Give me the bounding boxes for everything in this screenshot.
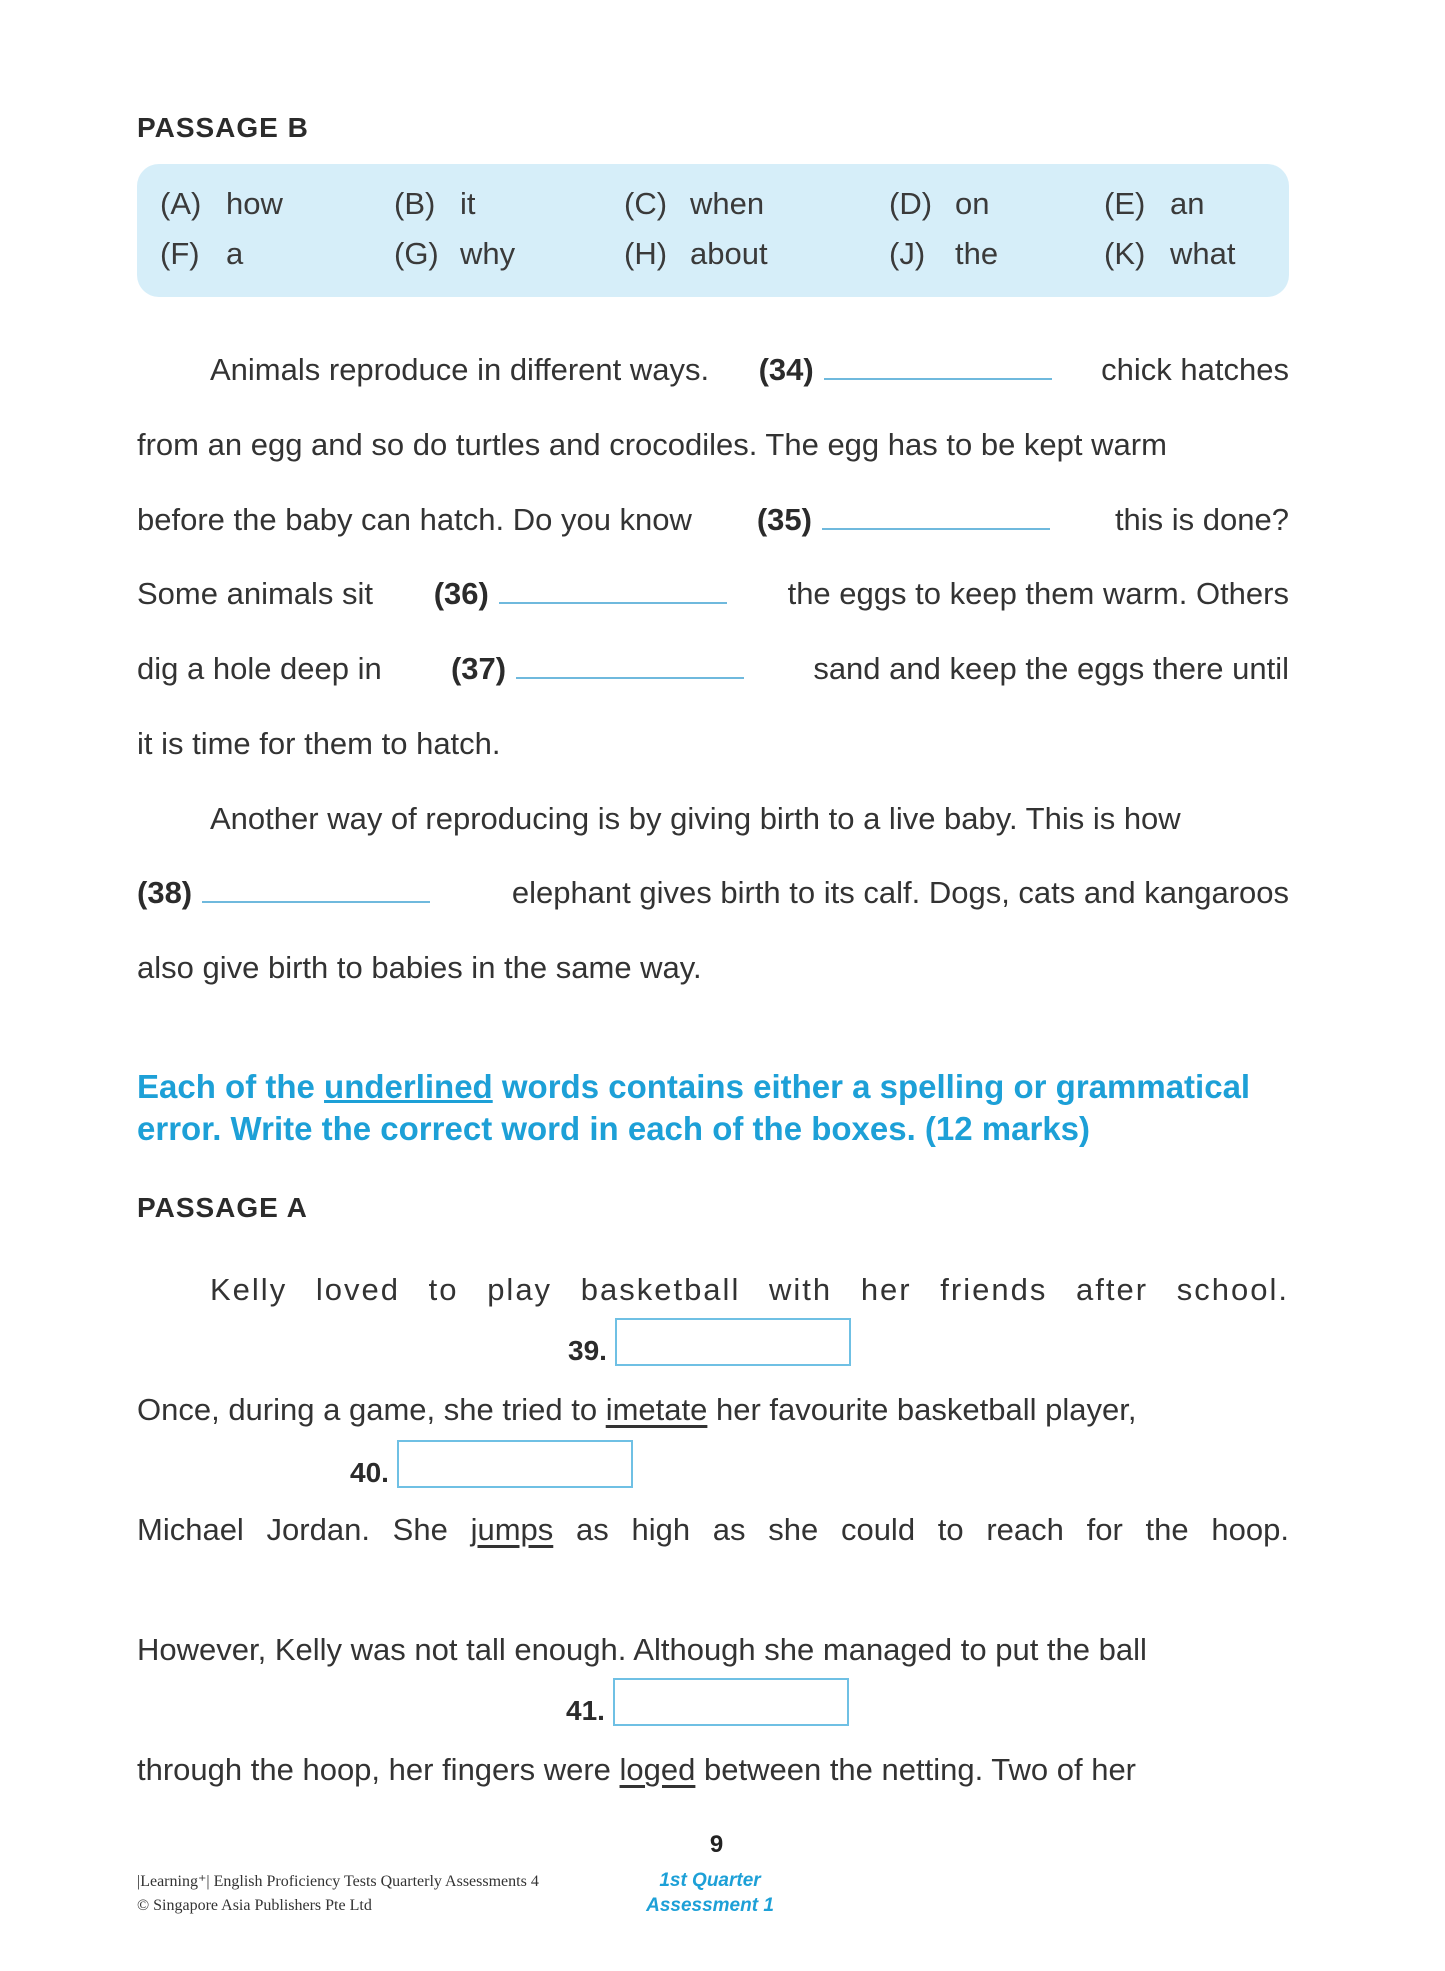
instruction-underlined-word: underlined (324, 1068, 493, 1105)
passage-text: from an egg and so do turtles and crocodiles. The egg has to be kept warm (137, 427, 1167, 462)
word-bank-option (394, 186, 476, 222)
passage-line (137, 1510, 1289, 1550)
passage-a-heading: PASSAGE A (137, 1192, 308, 1223)
error-word-39: imetate (605, 1392, 708, 1427)
option-letter: (A) (160, 186, 202, 221)
passage-text: elephant gives birth to its calf. Dogs, cats and kangaroos (511, 875, 1289, 910)
answer-41 (566, 1686, 849, 1726)
option-word: how (226, 186, 283, 221)
page-number: 9 (709, 1831, 724, 1858)
passage-word: basketball (580, 1272, 741, 1307)
word-bank (137, 164, 1289, 297)
instruction-text: Each of the (137, 1068, 325, 1105)
word-bank-option (624, 186, 764, 222)
passage-word: as (575, 1512, 609, 1547)
passage-line (137, 574, 1289, 614)
passage-word: the (1145, 1512, 1189, 1547)
quarter-label: 1st Quarter (659, 1870, 761, 1891)
passage-word: reach (986, 1512, 1064, 1547)
blank-36-group (434, 574, 727, 614)
error-word-40: jumps (470, 1512, 554, 1547)
answer-box-39[interactable] (615, 1318, 851, 1366)
option-letter: (K) (1104, 236, 1146, 271)
passage-line (137, 1390, 1289, 1430)
blank-37[interactable] (516, 651, 744, 679)
passage-line (137, 1750, 1289, 1790)
word-bank-row (137, 186, 1289, 226)
passage-text: However, Kelly was not tall enough. Although she managed to put the ball (137, 1632, 1147, 1667)
question-number: (38) (137, 875, 193, 910)
copyright: © Singapore Asia Publishers Pte Ltd (137, 1897, 372, 1914)
passage-text: through the hoop, her fingers were (137, 1752, 620, 1787)
passage-text: dig a hole deep in (137, 651, 382, 686)
passage-line (137, 873, 1289, 913)
passage-word: play (487, 1272, 553, 1307)
question-number: (36) (433, 576, 489, 611)
question-number: (34) (758, 352, 814, 387)
answer-40 (350, 1448, 633, 1488)
passage-line (210, 1270, 1289, 1310)
passage-line (137, 425, 1289, 465)
passage-word: could (840, 1512, 916, 1547)
passage-text: chick hatches (1101, 352, 1289, 387)
option-letter: (D) (889, 186, 933, 221)
word-bank-option (889, 186, 989, 222)
option-word: what (1170, 236, 1236, 271)
answer-39 (568, 1326, 851, 1366)
blank-34-group (759, 350, 1052, 390)
passage-word: She (392, 1512, 448, 1547)
passage-line (137, 724, 1289, 764)
passage-word: high (631, 1512, 691, 1547)
passage-word: she (768, 1512, 819, 1547)
question-number: 39. (568, 1335, 607, 1366)
book-title: |Learning⁺| English Proficiency Tests Quarterly Assessments 4 (137, 1873, 539, 1890)
passage-word: her (860, 1272, 912, 1307)
answer-box-40[interactable] (397, 1440, 633, 1488)
passage-line (137, 1630, 1289, 1670)
option-word: an (1170, 186, 1205, 221)
option-letter: (G) (394, 236, 439, 271)
passage-text: Another way of reproducing is by giving birth to a live baby. This is how (210, 801, 1181, 836)
passage-word: Jordan. (266, 1512, 370, 1547)
blank-36[interactable] (499, 576, 727, 604)
passage-line (137, 948, 1289, 988)
word-bank-option (624, 236, 768, 272)
passage-word: to (937, 1512, 964, 1547)
blank-35-group (757, 500, 1050, 540)
blank-38-group (137, 873, 430, 913)
option-word: when (690, 186, 765, 221)
option-letter: (J) (889, 236, 926, 271)
passage-text: also give birth to babies in the same way. (137, 950, 702, 985)
option-word: about (690, 236, 768, 271)
question-number: (35) (756, 502, 812, 537)
option-letter: (E) (1104, 186, 1146, 221)
passage-text: between the netting. Two of her (695, 1752, 1137, 1787)
option-letter: (F) (160, 236, 200, 271)
passage-line (210, 799, 1289, 839)
passage-text: Some animals sit (137, 576, 374, 611)
option-word: a (226, 236, 244, 271)
passage-text: her favourite basketball player, (707, 1392, 1137, 1427)
question-number: (37) (450, 651, 507, 686)
passage-word: hoop. (1211, 1512, 1289, 1547)
section-instructions (137, 1066, 1297, 1150)
word-bank-option (394, 236, 515, 272)
option-letter: (C) (624, 186, 668, 221)
passage-text: Once, during a game, she tried to (137, 1392, 606, 1427)
assessment-number: Assessment 1 (646, 1895, 774, 1916)
option-word: the (955, 236, 999, 271)
passage-text: the eggs to keep them warm. Others (787, 576, 1289, 611)
passage-word: for (1086, 1512, 1123, 1547)
passage-word: loved (315, 1272, 400, 1307)
assessment-label (640, 1868, 780, 1918)
passage-word: as (712, 1512, 746, 1547)
blank-34[interactable] (824, 352, 1052, 380)
instruction-text: words contains either a spelling or grammatical (492, 1068, 1251, 1105)
question-number: 41. (566, 1695, 605, 1726)
passage-word: Kelly (210, 1272, 288, 1307)
word-bank-option (160, 186, 283, 222)
passage-line (137, 649, 1289, 689)
blank-37-group (451, 649, 744, 689)
answer-box-41[interactable] (613, 1678, 849, 1726)
passage-text: this is done? (1114, 502, 1289, 537)
passage-word: Michael (137, 1512, 244, 1547)
passage-line (137, 500, 1289, 540)
passage-text: it is time for them to hatch. (137, 726, 501, 761)
passage-text: Animals reproduce in different ways. (210, 352, 710, 387)
passage-word: after (1076, 1272, 1149, 1307)
passage-text: before the baby can hatch. Do you know (137, 502, 692, 537)
question-number: 40. (350, 1457, 389, 1488)
blank-38[interactable] (202, 875, 430, 903)
option-letter: (B) (394, 186, 436, 221)
word-bank-option (160, 236, 243, 272)
word-bank-option (1104, 186, 1204, 222)
passage-line (210, 350, 1289, 390)
option-letter: (H) (624, 236, 668, 271)
blank-35[interactable] (822, 502, 1050, 530)
passage-b-heading: PASSAGE B (137, 112, 309, 143)
option-word: it (460, 186, 476, 221)
error-word-41: loged (619, 1752, 696, 1787)
word-bank-option (889, 236, 998, 272)
word-bank-option (1104, 236, 1235, 272)
passage-word: school. (1176, 1272, 1289, 1307)
instruction-text: error. Write the correct word in each of the boxes. (12 marks) (137, 1110, 1091, 1147)
option-word: on (955, 186, 990, 221)
passage-word: with (769, 1272, 833, 1307)
passage-word: to (428, 1272, 459, 1307)
word-bank-row (137, 236, 1289, 276)
passage-text: sand and keep the eggs there until (813, 651, 1289, 686)
book-credit (137, 1870, 539, 1918)
passage-word: friends (940, 1272, 1048, 1307)
option-word: why (460, 236, 516, 271)
